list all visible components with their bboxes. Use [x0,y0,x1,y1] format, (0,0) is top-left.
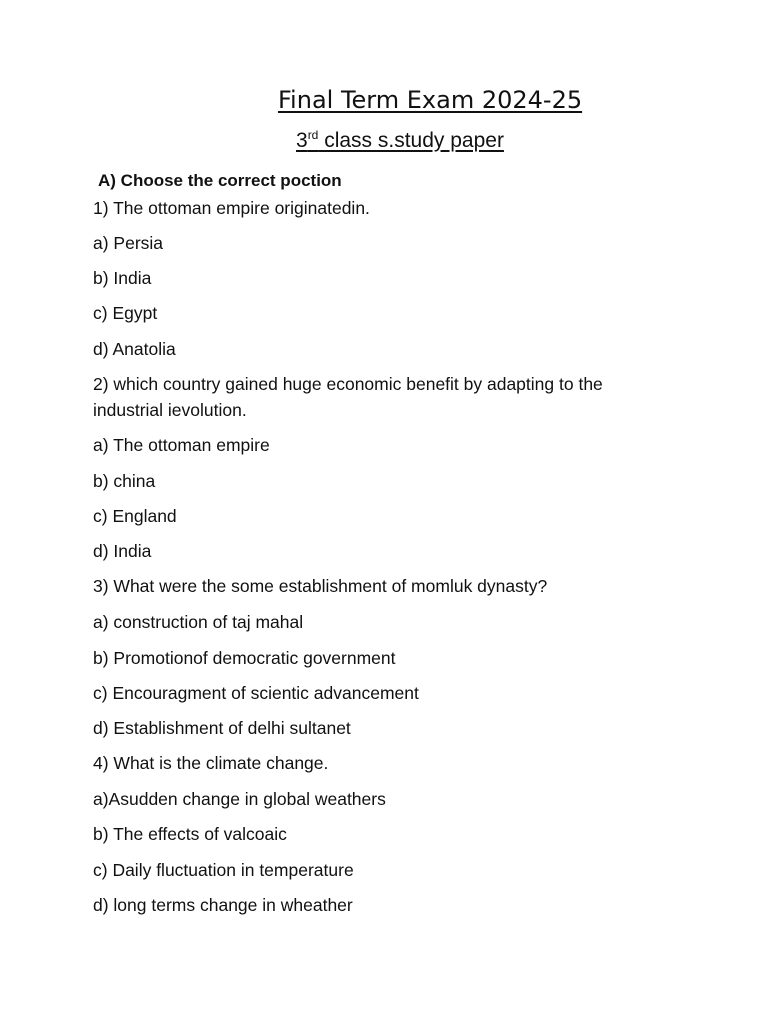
question-4-option-b: b) The effects of valcoaic [93,824,287,844]
question-2-option-d: d) India [93,541,152,561]
question-1-option-b: b) India [93,268,152,288]
question-3-option-c: c) Encouragment of scientic advancement [93,683,419,703]
question-3-option-d: d) Establishment of delhi sultanet [93,718,351,738]
question-2-option-a: a) The ottoman empire [93,435,270,455]
question-3-option-b: b) Promotionof democratic government [93,648,396,668]
question-4-option-d: d) long terms change in wheather [93,895,353,915]
page-title: Final Term Exam 2024-25 [278,86,583,114]
subtitle-text: class s.study paper [318,129,504,152]
subtitle-ordinal-suffix: rd [307,128,319,142]
question-1-text: 1) The ottoman empire originatedin. [93,198,370,218]
question-2-option-c: c) England [93,506,177,526]
question-1-option-a: a) Persia [93,233,164,253]
page-subtitle [296,129,504,153]
question-3-option-a: a) construction of taj mahal [93,612,304,632]
question-2-text: 2) which country gained huge economic benefit by adapting to the industrial ievolution. [93,374,603,420]
question-1-option-c: c) Egypt [93,303,158,323]
question-4-option-c: c) Daily fluctuation in temperature [93,860,354,880]
question-4-text: 4) What is the climate change. [93,753,329,773]
question-3-text: 3) What were the some establishment of momluk dynasty? [93,576,548,596]
section-heading: A) Choose the correct poction [98,171,342,190]
question-2-option-b: b) china [93,471,156,491]
question-1-option-d: d) Anatolia [93,339,176,359]
question-4-option-a: a)Asudden change in global weathers [93,789,386,809]
subtitle-class-number: 3 [296,129,308,152]
